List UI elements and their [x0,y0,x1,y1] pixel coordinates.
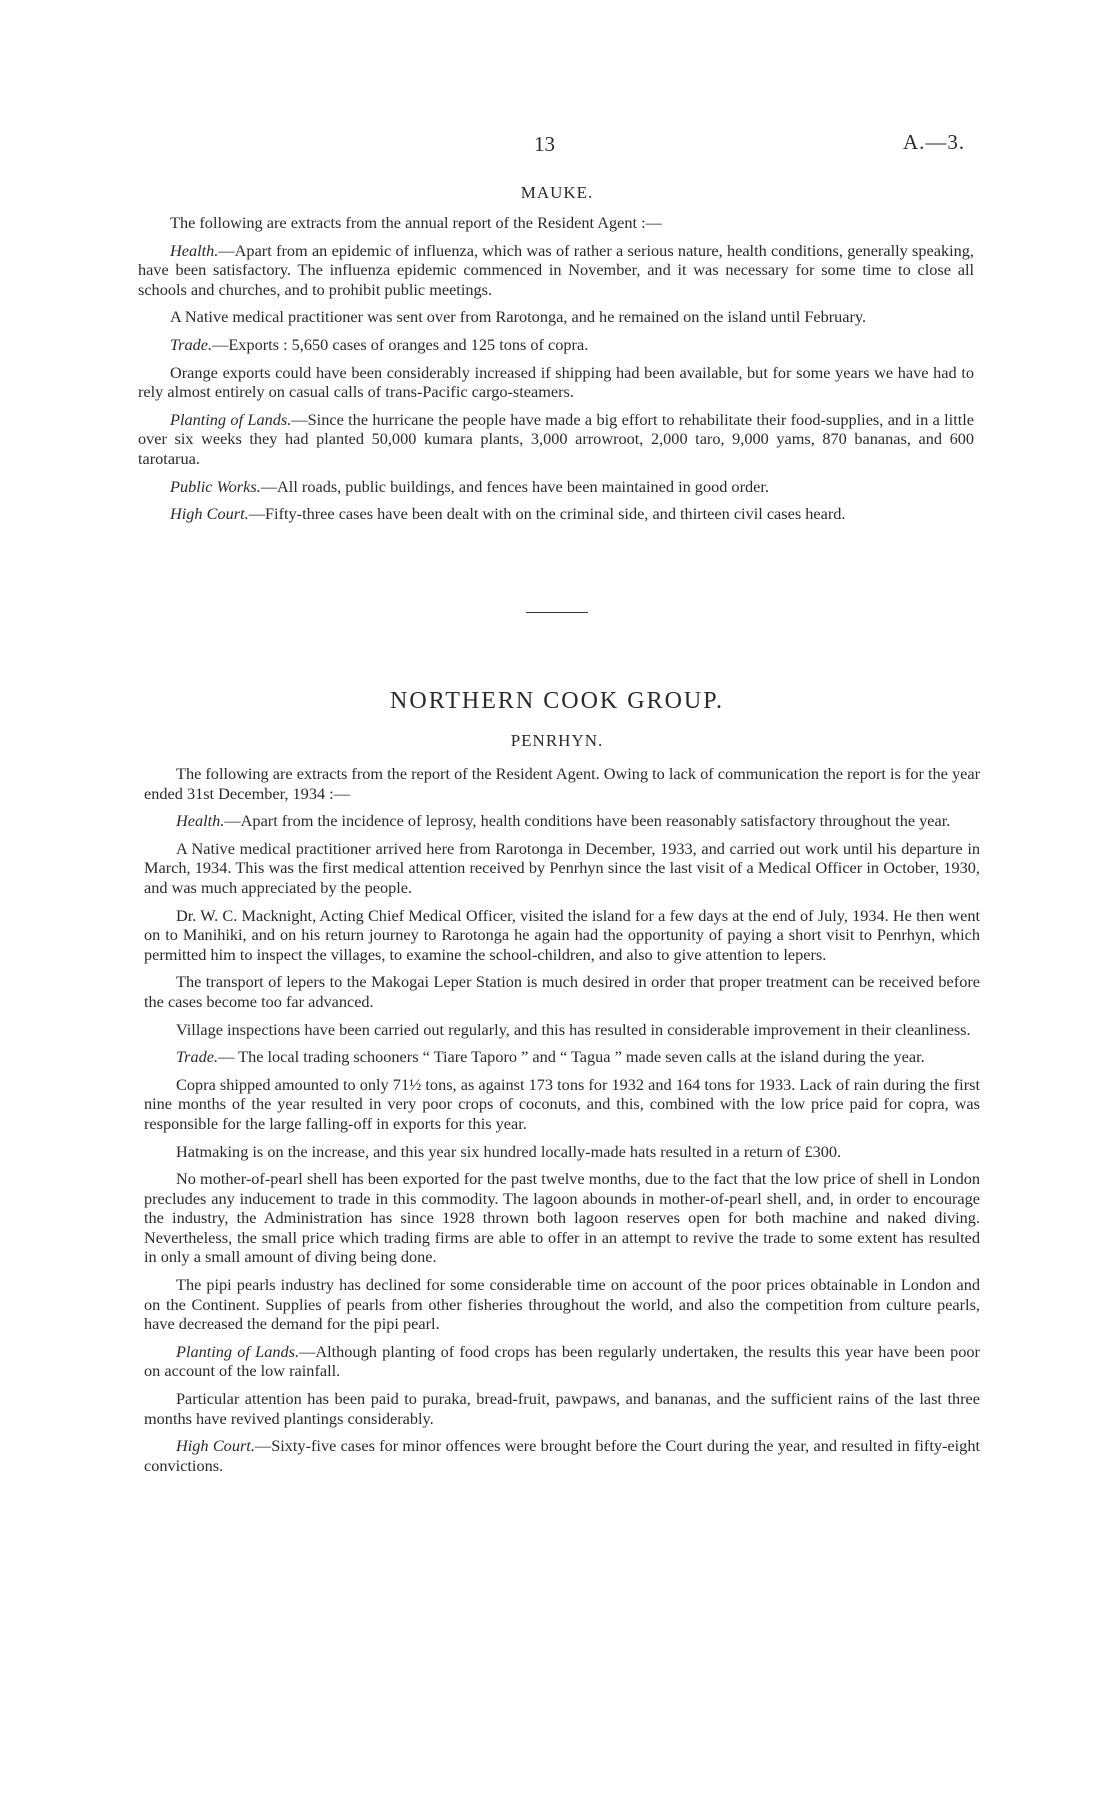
mauke-planting-text: —Since the hurricane the people have made a big effort to rehabilitate their food-supplies, and in a little over six weeks they had planted 50,000 kumara plants, 3,000 arrowroot, 2,000 taro, 9,000 yams, 870 bananas, and 600 tarotarua. [138,409,974,468]
penrhyn-trade-text: — The local trading schooners “ Tiare Taporo ” and “ Tagua ” made seven calls at the island during the year. [218,1047,925,1067]
penrhyn-lepers: The transport of lepers to the Makogai Leper Station is much desired in order that proper treatment can be received before the cases become too far advanced. [144,972,980,1011]
penrhyn-puraka: Particular attention has been paid to puraka, bread-fruit, pawpaws, and bananas, and the sufficient rains of the last three months have revived plantings considerably. [144,1389,980,1428]
penrhyn-hatmaking: Hatmaking is on the increase, and this year six hundred locally-made hats resulted in a return of £300. [176,1141,842,1161]
subsection-title-penrhyn: PENRHYN. [510,731,604,750]
mauke-health-text: —Apart from an epidemic of influenza, which was of rather a serious nature, health conditions, generally speaking, have been satisfactory. The influenza epidemic commenced in November, and it was necessary for some time to close all schools and churches, and to prohibit public meetings. [138,240,974,299]
mauke-trade-text: —Exports : 5,650 cases of oranges and 125 tons of copra. [212,334,589,354]
mauke-court-text: —Fifty-three cases have been dealt with on the criminal side, and thirteen civil cases heard. [248,504,846,524]
penrhyn-pearl-shell: No mother-of-pearl shell has been exported for the past twelve months, due to the fact that the low price of shell in London precludes any inducement to trade in this commodity. The lagoon abounds in mother-of-pearl shell, and, in order to encourage the industry, the Administration has since 1928 thrown both lagoon reserves open for both machine and naked diving. Nevertheless, the small price which trading firms are able to offer in an attempt to revive the trade to some extent has resulted in only a small amount of diving being done. [144,1169,980,1267]
mauke-court [138,504,974,524]
page-number: 13 [534,132,555,156]
mauke-trade [138,335,974,355]
document-code: A.—3. [903,130,966,154]
penrhyn-health-text: —Apart from the incidence of leprosy, health conditions have been reasonably satisfactory throughout the year. [224,811,951,831]
mauke-section [138,213,974,532]
penrhyn-court [144,1436,980,1475]
mauke-intro: The following are extracts from the annual report of the Resident Agent :— [170,213,662,232]
penrhyn-court-text: —Sixty-five cases for minor offences were brought before the Court during the year, and resulted in fifty-eight convictions. [144,1436,980,1475]
penrhyn-village: Village inspections have been carried out regularly, and this has resulted in considerable improvement in their cleanliness. [176,1019,971,1039]
mauke-works-label: Public Works. [170,476,261,496]
section-divider [526,612,588,613]
penrhyn-pipi: The pipi pearls industry has declined for some considerable time on account of the poor prices obtainable in London and on the Continent. Supplies of pearls from other fisheries throughout the world, and also the competition from culture pearls, have decreased the demand for the pipi pearl. [144,1275,980,1334]
penrhyn-practitioner: A Native medical practitioner arrived here from Rarotonga in December, 1933, and carried out work until his departure in March, 1934. This was the first medical attention received by Penrhyn since the last visit of a Medical Officer in October, 1930, and was much appreciated by the people. [144,838,980,897]
mauke-orange-exports: Orange exports could have been considerably increased if shipping had been available, but for some years we have had to rely almost entirely on casual calls of trans-Pacific cargo-steamers. [138,362,974,402]
penrhyn-intro: The following are extracts from the report of the Resident Agent. Owing to lack of communication the report is for the year ended 31st December, 1934 :— [144,764,980,803]
section-title-mauke: MAUKE. [520,183,594,202]
penrhyn-copra: Copra shipped amounted to only 71½ tons, as against 173 tons for 1932 and 164 tons for 1933. Lack of rain during the first nine months of the year resulted in very poor crops of coconuts, and this, combined with the low price paid for copra, was responsible for the large falling-off in exports for this year. [144,1074,980,1133]
mauke-planting [138,410,974,469]
penrhyn-planting [144,1342,980,1381]
penrhyn-health [144,811,980,831]
mauke-practitioner: A Native medical practitioner was sent over from Rarotonga, and he remained on the island until February. [170,307,867,327]
mauke-works-text: —All roads, public buildings, and fences have been maintained in good order. [260,476,769,496]
mauke-trade-label: Trade. [170,334,213,354]
mauke-works [138,477,974,497]
penrhyn-macknight: Dr. W. C. Macknight, Acting Chief Medical Officer, visited the island for a few days at the end of July, 1934. He then went on to Manihiki, and on his return journey to Rarotonga he again had the opportunity of paying a short visit to Penrhyn, which permitted him to inspect the villages, to examine the school-children, and also to give attention to lepers. [144,905,980,964]
penrhyn-court-label: High Court. [176,1436,255,1456]
penrhyn-section [144,764,980,1483]
penrhyn-health-label: Health. [176,811,225,831]
mauke-health [138,241,974,300]
penrhyn-planting-text: —Although planting of food crops has been regularly undertaken, the results this year have been poor on account of the low rainfall. [144,1341,980,1381]
penrhyn-trade-label: Trade. [176,1047,219,1067]
penrhyn-planting-label: Planting of Lands. [176,1341,300,1361]
mauke-planting-label: Planting of Lands. [170,409,292,429]
mauke-court-label: High Court. [170,504,249,524]
mauke-health-label: Health. [170,240,219,260]
penrhyn-trade [144,1047,980,1067]
section-title-northern-cook-group: NORTHERN COOK GROUP. [390,688,724,714]
